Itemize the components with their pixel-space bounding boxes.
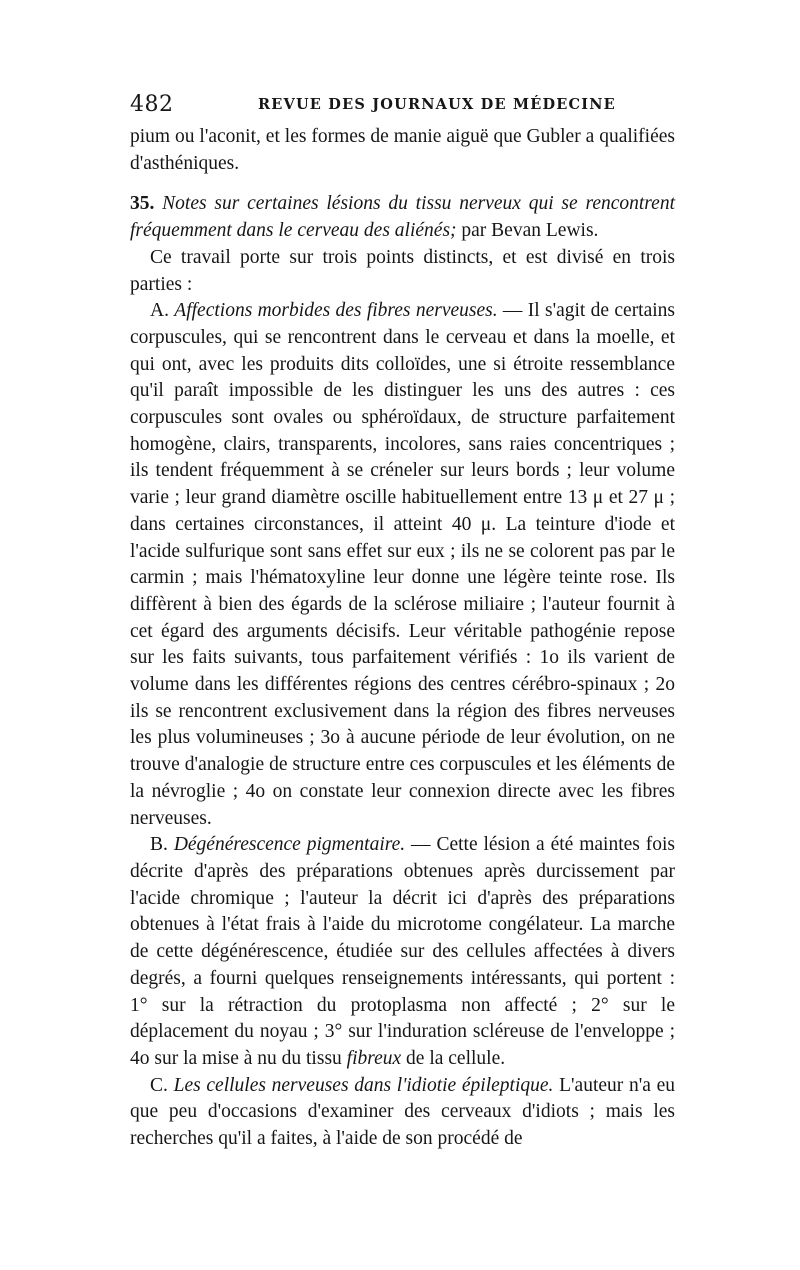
section-b-italic-word: fibreux bbox=[346, 1047, 402, 1069]
section-b-tail: de la cellule. bbox=[401, 1047, 506, 1069]
section-c-text: L'auteur n'a eu que peu d'occasions d'examiner des cerveaux d'idiots ; mais les recherches qu'il a faites, à l'aide de son procédé de bbox=[130, 1074, 675, 1150]
page-number: 482 bbox=[130, 92, 174, 117]
page-header bbox=[130, 92, 675, 122]
section-c-title: Les cellules nerveuses dans l'idiotie épileptique. bbox=[173, 1074, 554, 1096]
article-35-heading bbox=[130, 191, 675, 244]
section-b bbox=[130, 832, 675, 1072]
paragraph-continuation: pium ou l'aconit, et les formes de manie aiguë que Gubler a qualifiées d'asthéniques. bbox=[130, 126, 675, 174]
article-number: 35. bbox=[130, 193, 155, 215]
running-title: REVUE DES JOURNAUX DE MÉDECINE bbox=[258, 96, 616, 113]
section-a-label: A. bbox=[150, 300, 169, 322]
section-a-text: — Il s'agit de certains corpuscules, qui se rencontrent dans le cerveau et dans la moelle, et qui ont, avec les produits dits colloïdes, une si étroite ressemblance qu'il paraît impossible de les distinguer les uns des autres : ces corpuscules sont ovales ou sphéroïdaux, de structure parfaitement homogène, clairs, transparents, incolores, sans raies concentriques ; ils tendent fréquemment à se créneler sur leurs bords ; leur volume varie ; leur grand diamètre oscille habituellement entre 13 μ et 27 μ ; dans certaines circonstances, il atteint 40 μ. La teinture d'iode et l'acide sulfurique sont sans effet sur eux ; ils ne se colorent pas par le carmin ; mais l'hématoxyline leur donne une légère teinte rose. Ils diffèrent à bien des égards de la sclérose miliaire ; l'auteur fournit à cet égard des arguments décisifs. Leur véritable pathogénie repose sur les faits suivants, tous parfaitement vérifiés : 1o ils varient de volume dans les différentes régions des centres cérébro-spinaux ; 2o ils se rencontrent exclusivement dans la région des fibres nerveuses les plus volumineuses ; 3o à aucune période de leur évolution, on ne trouve d'analogie de structure entre ces corpuscules et les éléments de la névroglie ; 4o on constate leur connexion directe avec les fibres nerveuses. bbox=[130, 300, 676, 829]
article-title: Notes sur certaines lésions du tissu nerveux qui se rencontrent fréquemment dans le cerveau des aliénés; bbox=[130, 193, 675, 242]
section-a-title: Affections morbides des fibres nerveuses. bbox=[174, 300, 498, 322]
article-author: par Bevan Lewis. bbox=[456, 220, 599, 242]
section-b-text: — Cette lésion a été maintes fois décrite d'après des préparations obtenues après durcissement par l'acide chromique ; l'auteur la décrit ici d'après des préparations obtenues à l'état frais à l'aide du microtome congélateur. La marche de cette dégénérescence, étudiée sur des cellules affectées à divers degrés, a fourni quelques renseignements intéressants, qui portent : 1° sur la rétraction du protoplasma non affecté ; 2° sur le déplacement du noyau ; 3° sur l'induration scléreuse de l'enveloppe ; 4o sur la mise à nu du tissu bbox=[130, 834, 676, 1069]
paragraph-intro: Ce travail porte sur trois points distincts, et est divisé en trois parties : bbox=[130, 246, 675, 295]
section-b-title: Dégénérescence pigmentaire. bbox=[173, 834, 406, 856]
section-a bbox=[130, 298, 675, 832]
section-b-label: B. bbox=[150, 834, 168, 856]
body-text bbox=[130, 124, 675, 1153]
section-c-label: C. bbox=[150, 1074, 168, 1096]
section-c bbox=[130, 1073, 675, 1153]
